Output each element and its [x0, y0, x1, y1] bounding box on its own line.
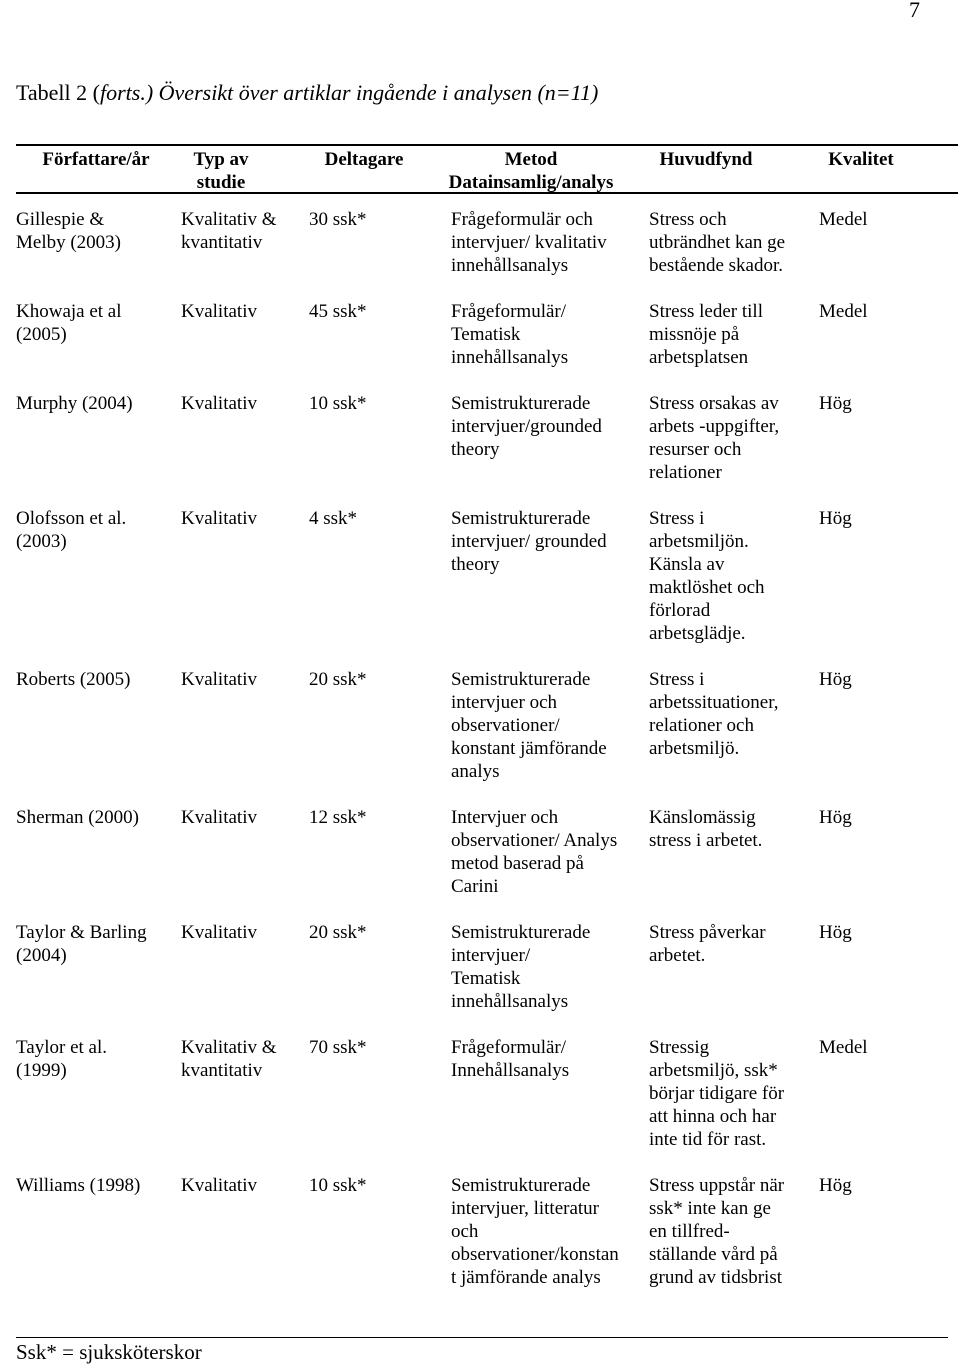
cell-findings	[649, 392, 814, 484]
cell-line: (2005)	[16, 324, 67, 345]
header-findings	[646, 148, 766, 171]
cell-line: Hög	[819, 393, 852, 414]
cell-line: Kvalitativ	[181, 922, 257, 943]
cell-line: Tematisk	[451, 968, 521, 989]
cell-line: intervjuer, litteratur	[451, 1198, 600, 1219]
cell-line: Semistrukturerade	[451, 669, 591, 690]
cell-author	[16, 208, 176, 254]
cell-method	[451, 300, 646, 369]
cell-line: att hinna och har	[649, 1106, 777, 1127]
cell-line: Kvalitet	[828, 149, 894, 170]
cell-findings	[649, 806, 814, 852]
cell-findings	[649, 208, 814, 277]
cell-line: Stress uppstår när	[649, 1175, 785, 1196]
cell-line: förlorad	[649, 600, 711, 621]
cell-line: (2003)	[16, 531, 67, 552]
cell-line: Semistrukturerade	[451, 508, 591, 529]
cell-participants	[309, 392, 449, 415]
footnote: Ssk* = sjuksköterskor	[16, 1340, 202, 1364]
cell-findings	[649, 507, 814, 645]
cell-line: arbetssituationer,	[649, 692, 779, 713]
cell-line: Kvalitativ &	[181, 1037, 277, 1058]
cell-method	[451, 806, 646, 898]
cell-line: Känsla av	[649, 554, 725, 575]
cell-line: metod baserad på	[451, 853, 584, 874]
cell-method	[451, 208, 646, 277]
cell-method	[451, 921, 646, 1013]
cell-line: Författare/år	[42, 149, 150, 170]
cell-line: grund av tidsbrist	[649, 1267, 782, 1288]
cell-line: arbetsglädje.	[649, 623, 746, 644]
cell-line: intervjuer/	[451, 945, 531, 966]
cell-line: arbetsmiljö, ssk*	[649, 1060, 778, 1081]
cell-line: 20 ssk*	[309, 669, 367, 690]
cell-author	[16, 507, 176, 553]
cell-line: innehållsanalys	[451, 255, 569, 276]
cell-line: innehållsanalys	[451, 347, 569, 368]
cell-line: och	[451, 1221, 479, 1242]
cell-type	[181, 300, 306, 323]
cell-line: Murphy (2004)	[16, 393, 133, 414]
cell-participants	[309, 668, 449, 691]
cell-line: Kvalitativ	[181, 1175, 257, 1196]
cell-line: Kvalitativ &	[181, 209, 277, 230]
cell-line: Sherman (2000)	[16, 807, 139, 828]
cell-author	[16, 1174, 176, 1197]
cell-quality	[819, 392, 959, 415]
cell-line: Huvudfynd	[659, 149, 753, 170]
cell-line: observationer/konstan	[451, 1244, 619, 1265]
cell-line: intervjuer/grounded	[451, 416, 602, 437]
cell-line: 45 ssk*	[309, 301, 367, 322]
cell-line: Medel	[819, 301, 868, 322]
cell-line: studie	[196, 172, 246, 193]
cell-line: Kvalitativ	[181, 301, 257, 322]
cell-line: bestående skador.	[649, 255, 784, 276]
cell-line: Hög	[819, 508, 852, 529]
cell-line: Hög	[819, 922, 852, 943]
cell-line: Tematisk	[451, 324, 521, 345]
cell-line: 30 ssk*	[309, 209, 367, 230]
cell-line: resurser och	[649, 439, 742, 460]
cell-type	[181, 921, 306, 944]
cell-author	[16, 1036, 176, 1082]
cell-line: stress i arbetet.	[649, 830, 763, 851]
cell-line: Kvalitativ	[181, 807, 257, 828]
cell-quality	[819, 507, 959, 530]
cell-quality	[819, 806, 959, 829]
cell-method	[451, 1036, 646, 1082]
cell-line: Hög	[819, 1175, 852, 1196]
cell-quality	[819, 1036, 959, 1059]
cell-line: Kvalitativ	[181, 669, 257, 690]
cell-line: intervjuer/ kvalitativ	[451, 232, 607, 253]
cell-line: Frågeformulär/	[451, 1037, 567, 1058]
page-number: 7	[909, 0, 920, 22]
cell-line: Stress i	[649, 508, 705, 529]
cell-type	[181, 208, 306, 254]
cell-line: kvantitativ	[181, 232, 263, 253]
header-quality	[816, 148, 906, 171]
cell-line: en tillfred-	[649, 1221, 730, 1242]
cell-line: intervjuer och	[451, 692, 558, 713]
cell-findings	[649, 668, 814, 760]
cell-method	[451, 1174, 646, 1289]
cell-line: Känslomässig	[649, 807, 756, 828]
cell-line: Stressig	[649, 1037, 710, 1058]
cell-line: Taylor et al.	[16, 1037, 107, 1058]
cell-line: Typ av	[193, 149, 249, 170]
cell-type	[181, 668, 306, 691]
cell-line: utbrändhet kan ge	[649, 232, 786, 253]
cell-author	[16, 806, 176, 829]
cell-line: Semistrukturerade	[451, 393, 591, 414]
cell-author	[16, 921, 176, 967]
cell-line: Metod	[504, 149, 558, 170]
cell-line: 4 ssk*	[309, 508, 358, 529]
cell-line: intervjuer/ grounded	[451, 531, 607, 552]
cell-line: Hög	[819, 669, 852, 690]
cell-line: Gillespie &	[16, 209, 105, 230]
cell-line: analys	[451, 761, 500, 782]
cell-participants	[309, 921, 449, 944]
cell-line: t jämförande analys	[451, 1267, 601, 1288]
cell-quality	[819, 208, 959, 231]
cell-participants	[309, 300, 449, 323]
cell-line: Semistrukturerade	[451, 922, 591, 943]
cell-line: Medel	[819, 1037, 868, 1058]
cell-findings	[649, 921, 814, 967]
cell-line: ssk* inte kan ge	[649, 1198, 771, 1219]
cell-quality	[819, 1174, 959, 1197]
cell-line: Datainsamlig/analys	[448, 172, 614, 193]
cell-line: Stress orsakas av	[649, 393, 779, 414]
articles-table	[16, 144, 958, 1288]
cell-method	[451, 507, 646, 576]
cell-line: inte tid för rast.	[649, 1129, 767, 1150]
cell-line: maktlöshet och	[649, 577, 765, 598]
cell-participants	[309, 806, 449, 829]
cell-participants	[309, 1036, 449, 1059]
cell-line: börjar tidigare för	[649, 1083, 785, 1104]
cell-line: theory	[451, 439, 500, 460]
header-method	[436, 148, 626, 194]
cell-line: 20 ssk*	[309, 922, 367, 943]
cell-findings	[649, 1036, 814, 1151]
cell-findings	[649, 1174, 814, 1289]
cell-line: arbetsplatsen	[649, 347, 749, 368]
cell-line: konstant jämförande	[451, 738, 607, 759]
cell-line: Semistrukturerade	[451, 1175, 591, 1196]
cell-line: relationer	[649, 462, 722, 483]
cell-type	[181, 392, 306, 415]
cell-type	[181, 507, 306, 530]
cell-line: Intervjuer och	[451, 807, 559, 828]
cell-line: (1999)	[16, 1060, 67, 1081]
cell-line: Olofsson et al.	[16, 508, 127, 529]
cell-line: Stress leder till	[649, 301, 763, 322]
cell-line: 10 ssk*	[309, 1175, 367, 1196]
cell-participants	[309, 1174, 449, 1197]
cell-line: Kvalitativ	[181, 508, 257, 529]
cell-method	[451, 668, 646, 783]
cell-method	[451, 392, 646, 461]
table-title	[16, 80, 598, 106]
cell-participants	[309, 208, 449, 231]
cell-line: arbetet.	[649, 945, 706, 966]
cell-line: Frågeformulär och	[451, 209, 593, 230]
cell-line: arbetsmiljö.	[649, 738, 740, 759]
cell-author	[16, 392, 176, 415]
cell-line: arbets -uppgifter,	[649, 416, 780, 437]
cell-line: Frågeformulär/	[451, 301, 567, 322]
cell-line: arbetsmiljön.	[649, 531, 749, 552]
cell-line: kvantitativ	[181, 1060, 263, 1081]
cell-line: relationer och	[649, 715, 754, 736]
footnote-divider	[16, 1337, 948, 1338]
cell-participants	[309, 507, 449, 530]
table-header	[16, 144, 958, 194]
cell-line: Melby (2003)	[16, 232, 122, 253]
cell-line: 12 ssk*	[309, 807, 367, 828]
cell-quality	[819, 668, 959, 691]
cell-line: Innehållsanalys	[451, 1060, 570, 1081]
cell-line: Taylor & Barling	[16, 922, 147, 943]
cell-line: 70 ssk*	[309, 1037, 367, 1058]
cell-line: innehållsanalys	[451, 991, 569, 1012]
cell-line: Carini	[451, 876, 499, 897]
cell-line: Roberts (2005)	[16, 669, 131, 690]
cell-author	[16, 300, 176, 346]
cell-line: Stress påverkar	[649, 922, 766, 943]
header-participants	[309, 148, 419, 171]
cell-findings	[649, 300, 814, 369]
cell-line: ställande vård på	[649, 1244, 778, 1265]
cell-line: theory	[451, 554, 500, 575]
header-type	[181, 148, 261, 194]
cell-line: Hög	[819, 807, 852, 828]
cell-line: Kvalitativ	[181, 393, 257, 414]
table-title-italic: forts.) Översikt över artiklar ingående i analysen (n=11)	[99, 80, 599, 105]
cell-line: Khowaja et al	[16, 301, 122, 322]
cell-type	[181, 806, 306, 829]
cell-author	[16, 668, 176, 691]
cell-line: Medel	[819, 209, 868, 230]
table-title-prefix: Tabell 2 (	[16, 80, 100, 105]
cell-line: Deltagare	[324, 149, 404, 170]
cell-quality	[819, 921, 959, 944]
cell-line: Williams (1998)	[16, 1175, 141, 1196]
cell-line: 10 ssk*	[309, 393, 367, 414]
cell-line: Stress och	[649, 209, 727, 230]
cell-type	[181, 1174, 306, 1197]
cell-line: (2004)	[16, 945, 67, 966]
cell-quality	[819, 300, 959, 323]
cell-line: missnöje på	[649, 324, 740, 345]
cell-line: Stress i	[649, 669, 705, 690]
cell-line: observationer/	[451, 715, 560, 736]
header-author	[16, 148, 176, 171]
cell-type	[181, 1036, 306, 1082]
cell-line: observationer/ Analys	[451, 830, 618, 851]
